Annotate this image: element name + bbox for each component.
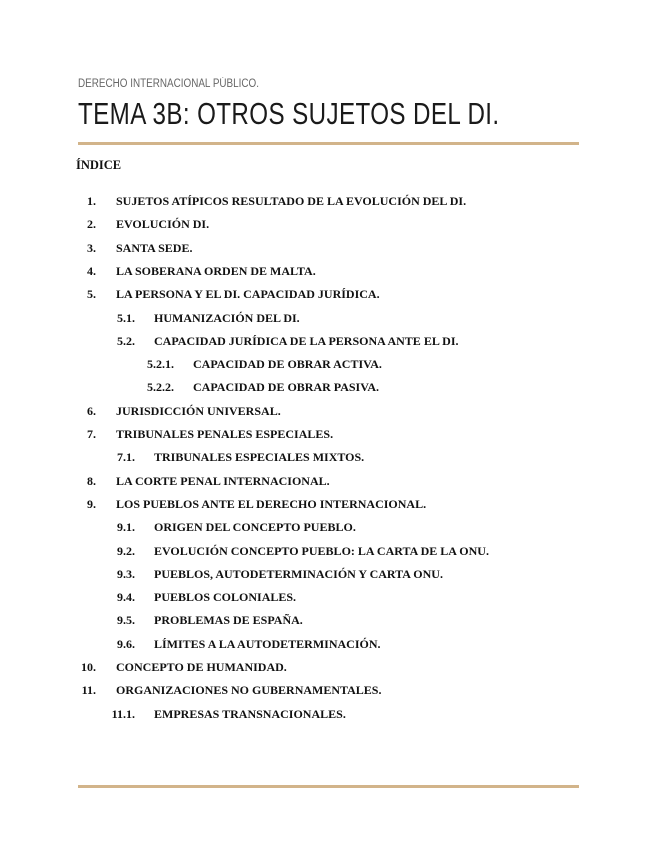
toc-entry[interactable]	[0, 659, 655, 675]
toc-entry-title: TRIBUNALES ESPECIALES MIXTOS.	[154, 450, 365, 465]
toc-entry-title: LA PERSONA Y EL DI. CAPACIDAD JURÍDICA.	[116, 287, 380, 302]
toc-entry-title: SANTA SEDE.	[116, 240, 193, 255]
toc-entry-title: CONCEPTO DE HUMANIDAD.	[116, 660, 287, 674]
toc-entry-title: ORIGEN DEL CONCEPTO PUEBLO.	[154, 520, 356, 535]
header-divider	[78, 142, 579, 145]
toc-entry-number: 7.1.	[117, 450, 135, 465]
toc-entry-number: 5.2.	[117, 333, 135, 348]
toc-entry[interactable]	[0, 449, 655, 465]
toc-entry[interactable]	[0, 543, 655, 559]
footer-divider	[78, 785, 579, 788]
toc-entry-title: CAPACIDAD DE OBRAR ACTIVA.	[193, 357, 382, 372]
toc-entry[interactable]	[0, 566, 655, 582]
toc-entry[interactable]	[0, 473, 655, 489]
toc-entry[interactable]	[0, 519, 655, 535]
toc-entry[interactable]	[0, 636, 655, 652]
toc-entry-title: CAPACIDAD DE OBRAR PASIVA.	[193, 380, 380, 395]
toc-entry-number: 9.5.	[117, 613, 135, 628]
toc-entry[interactable]	[0, 286, 655, 302]
toc-entry-title: PUEBLOS COLONIALES.	[154, 590, 297, 605]
toc-entry-number: 9.6.	[117, 636, 135, 651]
toc-entry-title: EVOLUCIÓN CONCEPTO PUEBLO: LA CARTA DE LA ONU.	[154, 543, 489, 558]
toc-entry-number: 9.	[87, 496, 96, 511]
toc-entry-title: HUMANIZACIÓN DEL DI.	[154, 310, 300, 325]
toc-entry[interactable]	[0, 403, 655, 419]
toc-entry[interactable]	[0, 310, 655, 326]
toc-entry[interactable]	[0, 426, 655, 442]
toc-entry[interactable]	[0, 496, 655, 512]
toc-entry[interactable]	[0, 612, 655, 628]
toc-entry-title: LA CORTE PENAL INTERNACIONAL.	[116, 473, 330, 488]
toc-entry-number: 2.	[87, 217, 96, 232]
toc-entry-number: 10.	[81, 660, 96, 674]
toc-entry-title: LÍMITES A LA AUTODETERMINACIÓN.	[154, 636, 381, 651]
toc-entry-number: 11.	[81, 683, 96, 698]
toc-entry-number: 6.	[87, 403, 96, 418]
document-subtitle: DERECHO INTERNACIONAL PÚBLICO.	[78, 78, 259, 90]
toc-entry-number: 7.	[87, 427, 96, 441]
toc-entry-number: 5.1.	[117, 310, 135, 325]
toc-entry-number: 9.2.	[117, 543, 135, 558]
toc-entry-number: 5.	[87, 287, 96, 302]
toc-entry-title: ORGANIZACIONES NO GUBERNAMENTALES.	[116, 683, 382, 698]
toc-entry-number: 9.1.	[117, 520, 135, 535]
toc-entry-title: PROBLEMAS DE ESPAÑA.	[154, 613, 303, 628]
toc-entry-title: PUEBLOS, AUTODETERMINACIÓN Y CARTA ONU.	[154, 566, 443, 581]
toc-entry[interactable]	[0, 193, 655, 209]
toc-entry-title: EMPRESAS TRANSNACIONALES.	[154, 706, 346, 721]
toc-entry-number: 4.	[87, 263, 96, 278]
toc-entry-number: 9.4.	[117, 590, 135, 605]
toc-entry[interactable]	[0, 333, 655, 349]
toc-entry-title: EVOLUCIÓN DI.	[116, 217, 210, 232]
toc-entry[interactable]	[0, 356, 655, 372]
toc-entry-number: 1.	[87, 194, 96, 208]
toc-entry[interactable]	[0, 706, 655, 722]
toc-entry-title: LOS PUEBLOS ANTE EL DERECHO INTERNACIONAL.	[116, 496, 427, 511]
toc-entry-title: CAPACIDAD JURÍDICA DE LA PERSONA ANTE EL DI.	[154, 333, 459, 348]
toc-entry-number: 9.3.	[117, 566, 135, 581]
toc-entry-title: LA SOBERANA ORDEN DE MALTA.	[116, 263, 316, 278]
toc-entry[interactable]	[0, 240, 655, 256]
document-title: TEMA 3B: OTROS SUJETOS DEL DI.	[78, 96, 500, 131]
toc-entry-number: 5.2.2.	[147, 380, 174, 395]
toc-entry-title: JURISDICCIÓN UNIVERSAL.	[116, 403, 281, 418]
toc-entry-number: 3.	[87, 240, 96, 255]
toc-entry-title: TRIBUNALES PENALES ESPECIALES.	[116, 427, 334, 441]
toc-entry-number: 8.	[87, 473, 96, 488]
toc-entry-title: SUJETOS ATÍPICOS RESULTADO DE LA EVOLUCIÓN DEL DI.	[116, 194, 467, 208]
index-heading: ÍNDICE	[76, 158, 122, 172]
toc-entry[interactable]	[0, 263, 655, 279]
toc-entry-number: 11.1.	[111, 706, 135, 721]
toc-entry[interactable]	[0, 379, 655, 395]
toc-entry[interactable]	[0, 589, 655, 605]
toc-entry[interactable]	[0, 216, 655, 232]
toc-entry[interactable]	[0, 682, 655, 698]
toc-entry-number: 5.2.1.	[147, 357, 174, 372]
